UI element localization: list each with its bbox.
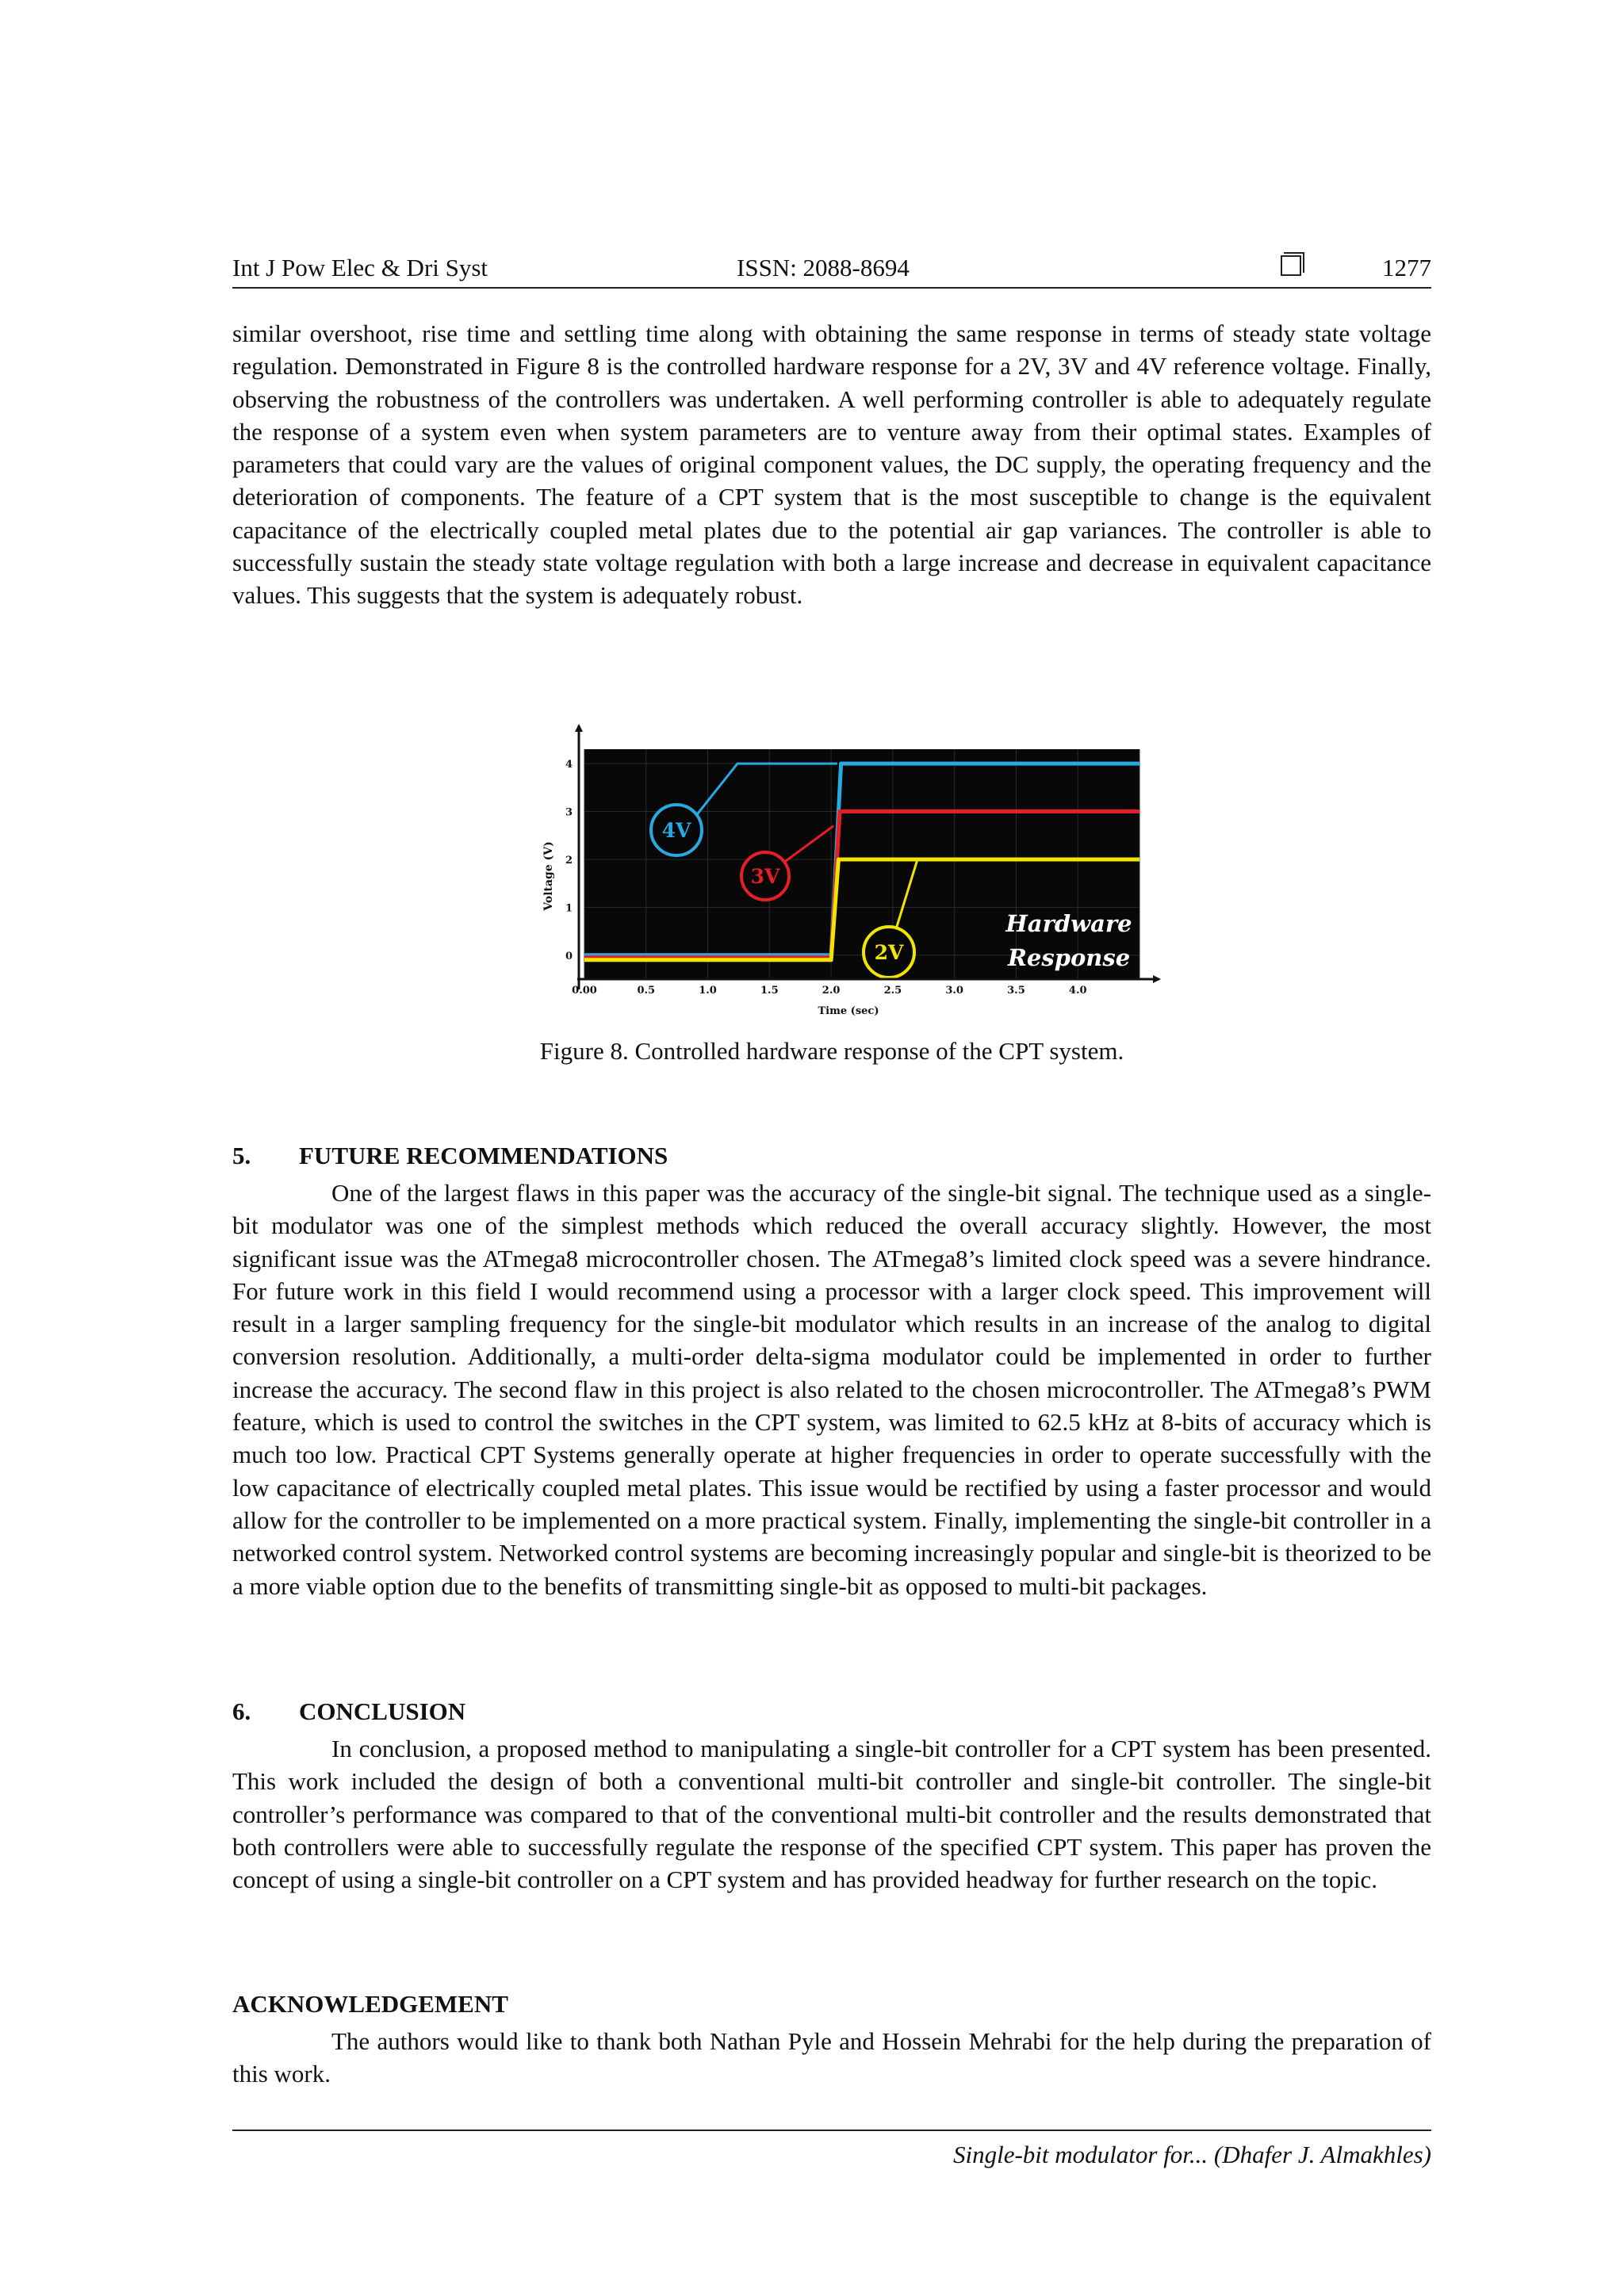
section-5-text: One of the largest flaws in this paper was the accuracy of the single-bit signal. The technique used as a single-bit modulator was one of the simplest methods which reduced the overall accuracy slightly. However, the most significant issue was the ATmega8 microcontroller chosen. The ATmega8’s limited clock speed was a severe hindrance. For future work in this field I would recommend using a processor with a larger clock speed. This improvement will result in a larger sampling frequency for the single-bit modulator which results in an increase of the analog to digital conversion resolution. Additionally, a multi-order delta-sigma modulator could be implemented in order to further increase the accuracy. The second flaw in this project is also related to the chosen microcontroller. The ATmega8’s PWM feature, which is used to control the switches in the CPT system, was limited to 62.5 kHz at 8-bits of accuracy which is much too low. Practical CPT Systems generally operate at higher frequencies in order to operate successfully with the low capacitance of electrically coupled metal plates. This issue would be rectified by using a faster processor and would allow for the controller to be implemented on a more practical system. Finally, implementing the single-bit controller in a networked control system. Networked control systems are becoming increasingly popular and single-bit is theorized to be a more viable option due to the benefits of transmitting single-bit as opposed to multi-bit packages. (232, 1179, 1431, 1600)
y-tick-label: 1 (565, 902, 573, 915)
section-5-number: 5. (232, 1142, 251, 1169)
acknowledgement-heading: ACKNOWLEDGEMENT (232, 1990, 508, 2018)
callout-label-2V: 2V (874, 941, 904, 964)
x-tick-label: 1.5 (760, 985, 779, 997)
section-6-text: In conclusion, a proposed method to manipulating a single-bit controller for a CPT system has been presented. This work included the design of both a conventional multi-bit controller and single-bit controller. The single-bit controller’s performance was compared to that of the conventional multi-bit controller and the results demonstrated that both controllers were able to successfully regulate the response of the specified CPT system. This paper has proven the concept of using a single-bit controller on a CPT system and has provided headway for further research on the topic. (232, 1735, 1431, 1894)
section-6-heading (232, 1697, 465, 1726)
box-icon (1281, 255, 1301, 276)
intro-paragraph: similar overshoot, rise time and settling time along with obtaining the same response in terms of steady state voltage regulation. Demonstrated in Figure 8 is the controlled hardware response for a 2V, 3V and 4V reference voltage. Finally, observing the robustness of the controllers was undertaken. A well performing controller is able to adequately regulate the response of a system even when system parameters are to venture away from their optimal states. Examples of parameters that could vary are the values of original component values, the DC supply, the operating frequency and the deterioration of components. The feature of a CPT system that is the most susceptible to change is the equivalent capacitance of the electrically coupled metal plates due to the potential air gap variances. The controller is able to successfully sustain the steady state voltage regulation with both a large increase and decrease in equivalent capacitance values. This suggests that the system is adequately robust. (232, 320, 1431, 610)
issn: ISSN: 2088-8694 (737, 254, 910, 281)
acknowledgement-text: The authors would like to thank both Nathan Pyle and Hossein Mehrabi for the help during the preparation of this work. (232, 2027, 1431, 2088)
x-tick-label: 4.0 (1068, 985, 1087, 997)
x-tick-label: 1.0 (699, 985, 717, 997)
x-tick-label: 0.00 (572, 985, 597, 997)
section-5-title: FUTURE RECOMMENDATIONS (299, 1142, 668, 1169)
x-tick-label: 0.5 (637, 985, 656, 997)
journal-name: Int J Pow Elec & Dri Syst (232, 254, 488, 281)
x-tick-label: 2.5 (883, 985, 902, 997)
y-tick-label: 0 (565, 950, 573, 962)
x-tick-label: 3.5 (1007, 985, 1025, 997)
callout-label-4V: 4V (661, 819, 691, 842)
callout-label-3V: 3V (750, 865, 780, 888)
y-tick-label: 4 (565, 759, 573, 771)
figure-caption: Figure 8. Controlled hardware response of the CPT system. (539, 1037, 1124, 1065)
annotation-line-1: Hardware (1005, 910, 1132, 937)
annotation-line-2: Response (1007, 944, 1131, 971)
footer-rule (232, 2130, 1431, 2131)
y-axis-label: Voltage (V) (542, 841, 555, 911)
section-6-number: 6. (232, 1697, 251, 1725)
figure-8-chart (531, 718, 1166, 1027)
running-header (232, 252, 1431, 289)
section-6-title: CONCLUSION (299, 1697, 466, 1725)
running-footer: Single-bit modulator for... (Dhafer J. Almakhles) (952, 2141, 1431, 2168)
x-tick-label: 2.0 (822, 985, 841, 997)
y-tick-label: 3 (565, 806, 573, 819)
x-tick-label: 3.0 (945, 985, 963, 997)
x-axis-label: Time (sec) (818, 1005, 879, 1017)
y-tick-label: 2 (565, 854, 573, 867)
section-5-heading (232, 1142, 668, 1170)
page-number: 1277 (1382, 254, 1431, 281)
